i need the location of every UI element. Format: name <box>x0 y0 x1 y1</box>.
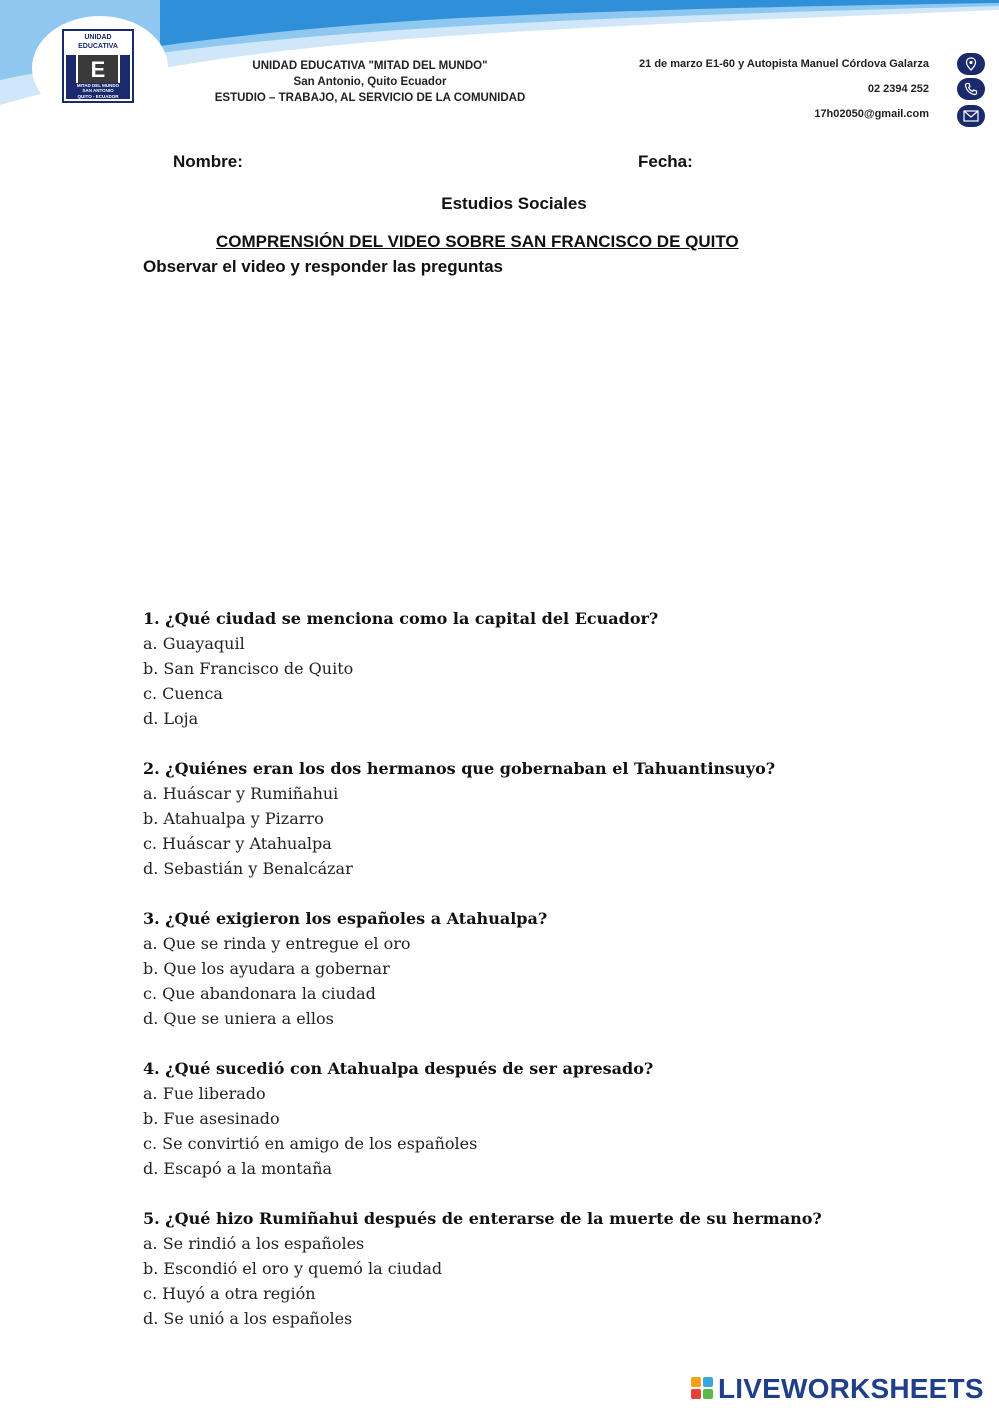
answer-option[interactable]: a. Se rindió a los españoles <box>143 1234 365 1253</box>
question-text: 3. ¿Qué exigieron los españoles a Atahualpa? <box>143 909 548 928</box>
answer-option[interactable]: c. Huáscar y Atahualpa <box>143 834 332 853</box>
answer-option[interactable]: a. Guayaquil <box>143 634 245 653</box>
school-info <box>160 58 580 106</box>
school-motto: ESTUDIO – TRABAJO, AL SERVICIO DE LA COMUNIDAD <box>214 92 526 104</box>
answer-option[interactable]: a. Fue liberado <box>143 1084 266 1103</box>
location-pin-icon <box>957 53 985 75</box>
name-label: Nombre: <box>173 152 243 171</box>
envelope-icon <box>957 105 985 127</box>
subject-heading: Estudios Sociales <box>441 194 587 213</box>
contact-phone: 02 2394 252 <box>867 83 929 95</box>
question-text: 2. ¿Quiénes eran los dos hermanos que gobernaban el Tahuantinsuyo? <box>143 759 776 778</box>
answer-option[interactable]: a. Que se rinda y entregue el oro <box>143 934 411 953</box>
logo-bottom-text: MITAD DEL MUNDO SAN ANTONIO QUITO - ECUADOR <box>66 83 130 99</box>
answer-option[interactable]: d. Que se uniera a ellos <box>143 1009 334 1028</box>
logo-letter: E <box>78 55 118 85</box>
question-text: 4. ¿Qué sucedió con Atahualpa después de ser apresado? <box>143 1059 654 1078</box>
answer-option[interactable]: d. Se unió a los españoles <box>143 1309 353 1328</box>
answer-option[interactable]: d. Loja <box>143 709 199 728</box>
worksheet-title: COMPRENSIÓN DEL VIDEO SOBRE SAN FRANCISCO DE QUITO <box>216 232 739 251</box>
liveworksheets-logo[interactable] <box>691 1374 984 1404</box>
question-2 <box>143 756 943 881</box>
letterhead <box>0 0 999 135</box>
answer-option[interactable]: c. Huyó a otra región <box>143 1284 316 1303</box>
contact-email: 17h02050@gmail.com <box>814 108 929 120</box>
answer-option[interactable]: c. Cuenca <box>143 684 223 703</box>
school-logo <box>62 29 134 103</box>
question-1 <box>143 606 943 731</box>
question-text: 1. ¿Qué ciudad se menciona como la capital del Ecuador? <box>143 609 659 628</box>
answer-option[interactable]: c. Que abandonara la ciudad <box>143 984 376 1003</box>
date-label: Fecha: <box>638 152 693 171</box>
answer-option[interactable]: d. Escapó a la montaña <box>143 1159 333 1178</box>
video-placeholder[interactable] <box>143 290 843 590</box>
contact-address: 21 de marzo E1-60 y Autopista Manuel Córdova Galarza <box>639 58 929 70</box>
logo-top-text: UNIDAD EDUCATIVA <box>78 34 118 50</box>
contact-info <box>639 56 929 131</box>
liveworksheets-mark-icon <box>691 1377 715 1401</box>
question-text: 5. ¿Qué hizo Rumiñahui después de enterarse de la muerte de su hermano? <box>143 1209 822 1228</box>
answer-option[interactable]: b. Atahualpa y Pizarro <box>143 809 324 828</box>
brand-name: LIVEWORKSHEETS <box>718 1373 984 1404</box>
answer-option[interactable]: b. Que los ayudara a gobernar <box>143 959 390 978</box>
school-location: San Antonio, Quito Ecuador <box>293 76 447 88</box>
answer-option[interactable]: d. Sebastián y Benalcázar <box>143 859 353 878</box>
answer-option[interactable]: b. Fue asesinado <box>143 1109 280 1128</box>
answer-option[interactable]: c. Se convirtió en amigo de los españoles <box>143 1134 478 1153</box>
question-5 <box>143 1206 943 1331</box>
question-list <box>143 606 943 1356</box>
question-3 <box>143 906 943 1031</box>
instructions: Observar el video y responder las preguntas <box>143 257 503 276</box>
school-name: UNIDAD EDUCATIVA "MITAD DEL MUNDO" <box>252 60 488 72</box>
phone-icon <box>957 78 985 100</box>
answer-option[interactable]: b. Escondió el oro y quemó la ciudad <box>143 1259 443 1278</box>
answer-option[interactable]: a. Huáscar y Rumiñahui <box>143 784 339 803</box>
student-info-row <box>173 152 873 174</box>
answer-option[interactable]: b. San Francisco de Quito <box>143 659 354 678</box>
question-4 <box>143 1056 943 1181</box>
